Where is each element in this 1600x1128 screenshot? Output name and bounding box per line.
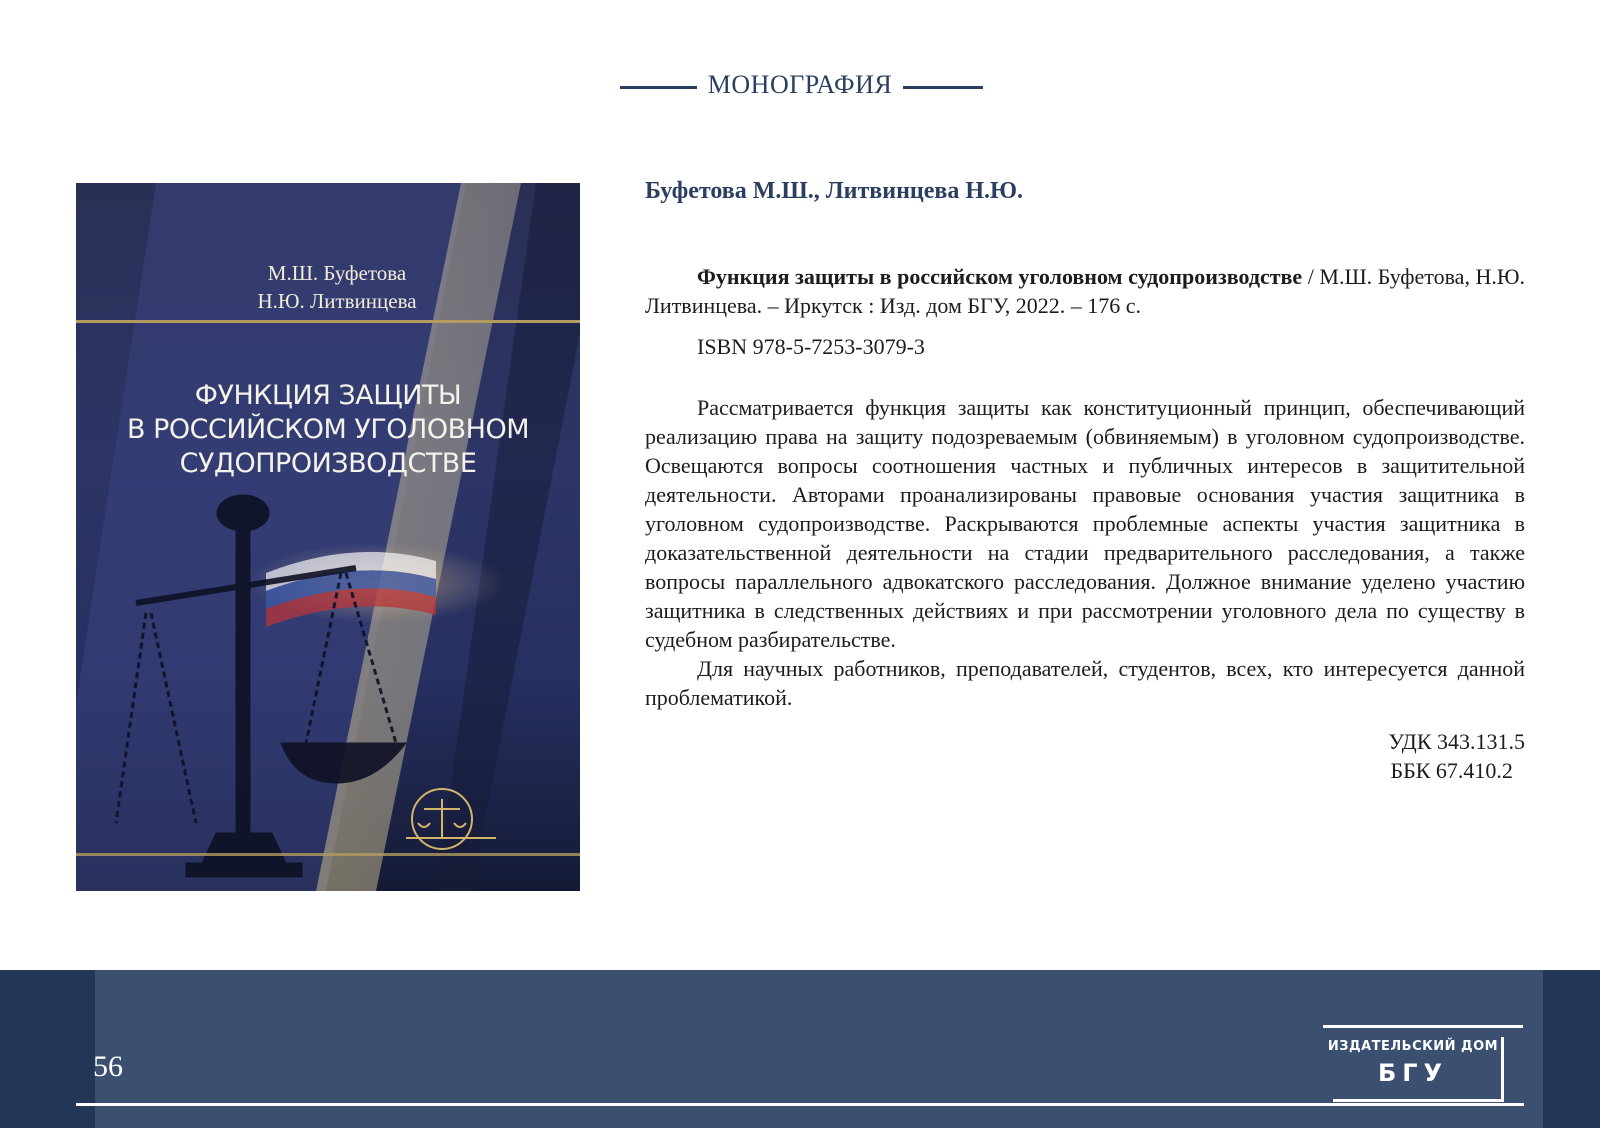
book-cover — [76, 183, 580, 891]
header-rule-left — [620, 86, 697, 89]
udk-code: УДК 343.131.5 — [1388, 729, 1525, 754]
cover-bottom-rule — [76, 853, 580, 856]
cover-title-line: В РОССИЙСКОМ УГОЛОВНОМ — [127, 414, 529, 445]
page-number: 56 — [93, 1050, 123, 1083]
book-title: Функция защиты в российском уголовном судопроизводстве — [697, 264, 1303, 289]
publisher-logo — [1323, 1025, 1523, 1105]
logo-top-line — [1323, 1025, 1523, 1028]
header-rule-right — [903, 86, 983, 89]
cover-author: Н.Ю. Литвинцева — [257, 289, 417, 313]
publisher-abbr: БГУ — [1377, 1059, 1449, 1087]
isbn: ISBN 978-5-7253-3079-3 — [697, 334, 925, 359]
abstract: Рассматривается функция защиты как конституционный принцип, обеспечивающий реализацию права на защиту подозреваемым (обвиняемым) в уголовном судопроизводстве. Освещаются вопросы соотношения частных и публичных интересов в защитительной деятельности. Авторами проанализированы правовые основания участия защитника в уголовном судопроизводстве. Раскрываются проблемные аспекты участия защитника в доказательственной деятельности на стадии предварительного расследования, а также вопросы параллельного адвокатского расследования. Должное внимание уделено участию защитника в следственных действиях и при рассмотрении уголовного дела по существу в судебном разбирательстве. — [645, 395, 1525, 652]
cover-rule — [76, 320, 580, 323]
audience: Для научных работников, преподавателей, студентов, всех, кто интересуется данной проблематикой. — [645, 656, 1525, 710]
section-header — [0, 70, 1600, 106]
bibliographic-record — [645, 262, 1525, 320]
classification — [1388, 727, 1525, 785]
cover-title — [76, 379, 580, 481]
cover-title-line: СУДОПРОИЗВОДСТВЕ — [179, 448, 477, 479]
bbk-code: ББК 67.410.2 — [1390, 758, 1513, 783]
bibliographic-details: / М.Ш. Буфетова, Н.Ю. Литвинцева. – Иркутск : Изд. дом БГУ, 2022. – 176 с. — [645, 264, 1525, 318]
cover-title-line: ФУНКЦИЯ ЗАЩИТЫ — [194, 380, 462, 411]
section-label: МОНОГРАФИЯ — [707, 70, 893, 99]
entry-authors: Буфетова М.Ш., Литвинцева Н.Ю. — [645, 178, 1024, 204]
cover-authors — [76, 259, 580, 315]
publisher-name: ИЗДАТЕЛЬСКИЙ ДОМ — [1327, 1039, 1499, 1054]
cover-author: М.Ш. Буфетова — [267, 261, 407, 285]
footer-rule — [76, 1103, 1524, 1106]
